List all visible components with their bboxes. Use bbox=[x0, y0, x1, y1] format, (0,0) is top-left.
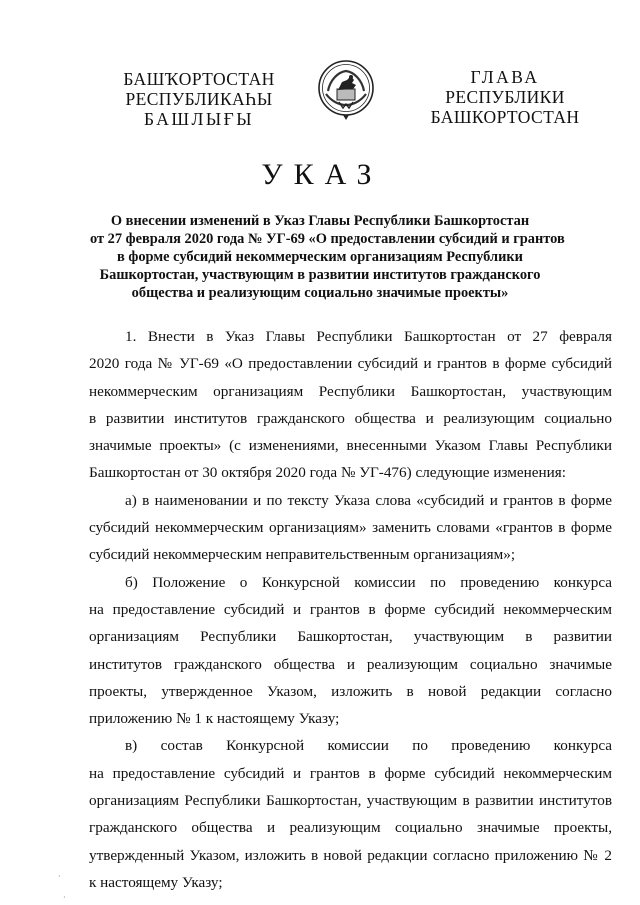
header-bashkir bbox=[114, 69, 284, 129]
body-line: в) состав Конкурсной комиссии по проведению конкурса bbox=[125, 737, 612, 755]
body-line: к настоящему Указу; bbox=[89, 873, 223, 891]
body-line: организациям Республики Башкортостан, участвующим в развитии bbox=[89, 628, 612, 646]
subject-line: О внесении изменений в Указ Главы Республики Башкортостан bbox=[110, 213, 530, 229]
body-line: б) Положение о Конкурсной комиссии по проведению конкурса bbox=[125, 573, 612, 591]
body-line: субсидий некоммерческим организациям» заменить словами «грантов в форме bbox=[89, 519, 612, 537]
body-line: гражданского общества и реализующим социально значимые проекты, bbox=[89, 819, 612, 837]
subject-line: от 27 февраля 2020 года № УГ-69 «О предоставлении субсидий и грантов bbox=[90, 231, 565, 247]
header-bashkir-line: БАШЛЫҒЫ bbox=[143, 109, 255, 129]
subject-line: Башкортостан, участвующим в развитии институтов гражданского bbox=[99, 267, 541, 283]
decree-subject bbox=[90, 212, 565, 302]
body-line: приложению № 1 к настоящему Указу; bbox=[89, 710, 340, 728]
header-bashkir-line: РЕСПУБЛИКАҺЫ bbox=[125, 89, 273, 109]
body-line: на предоставление субсидий и грантов в форме субсидий некоммерческим bbox=[89, 764, 612, 782]
header-russian-line: РЕСПУБЛИКИ bbox=[445, 87, 565, 107]
document-type-title: УКАЗ bbox=[261, 158, 383, 191]
header-russian-line: ГЛАВА bbox=[470, 67, 540, 87]
subject-line: общества и реализующим социально значимые проекты» bbox=[131, 285, 509, 301]
body-line: утвержденный Указом, изложить в новой редакции согласно приложению № 2 bbox=[89, 846, 612, 864]
header-russian bbox=[420, 67, 590, 127]
body-line: субсидий некоммерческим неправительственным организациям»; bbox=[89, 546, 516, 564]
scan-speck: · bbox=[58, 872, 61, 881]
decree-body bbox=[89, 323, 612, 896]
body-line: в развитии институтов гражданского общества и реализующим социально bbox=[89, 409, 612, 427]
scan-speck: · bbox=[63, 893, 66, 902]
body-line: институтов гражданского общества и реализующим социально значимые bbox=[89, 655, 612, 673]
body-line: организациям Республики Башкортостан, участвующим в развитии институтов bbox=[89, 792, 612, 810]
body-line: значимые проекты» (с изменениями, внесенными Указом Главы Республики bbox=[89, 437, 612, 455]
body-line: 2020 года № УГ-69 «О предоставлении субсидий и грантов в форме субсидий bbox=[89, 355, 612, 373]
body-line: проекты, утвержденное Указом, изложить в новой редакции согласно bbox=[89, 682, 612, 700]
body-line: а) в наименовании и по тексту Указа слова «субсидий и грантов в форме bbox=[125, 491, 612, 509]
body-line: Башкортостан от 30 октября 2020 года № УГ-476) следующие изменения: bbox=[89, 464, 566, 482]
body-line: на предоставление субсидий и грантов в форме субсидий некоммерческим bbox=[89, 600, 612, 618]
subject-line: в форме субсидий некоммерческим организациям Республики bbox=[117, 249, 523, 265]
body-line: некоммерческим организациям Республики Башкортостан, участвующим bbox=[89, 382, 612, 400]
body-line: 1. Внести в Указ Главы Республики Башкортостан от 27 февраля bbox=[125, 328, 612, 345]
header-bashkir-line: БАШҠОРТОСТАН bbox=[123, 69, 275, 89]
coat-of-arms-icon bbox=[316, 58, 376, 122]
header-russian-line: БАШКОРТОСТАН bbox=[430, 107, 580, 127]
